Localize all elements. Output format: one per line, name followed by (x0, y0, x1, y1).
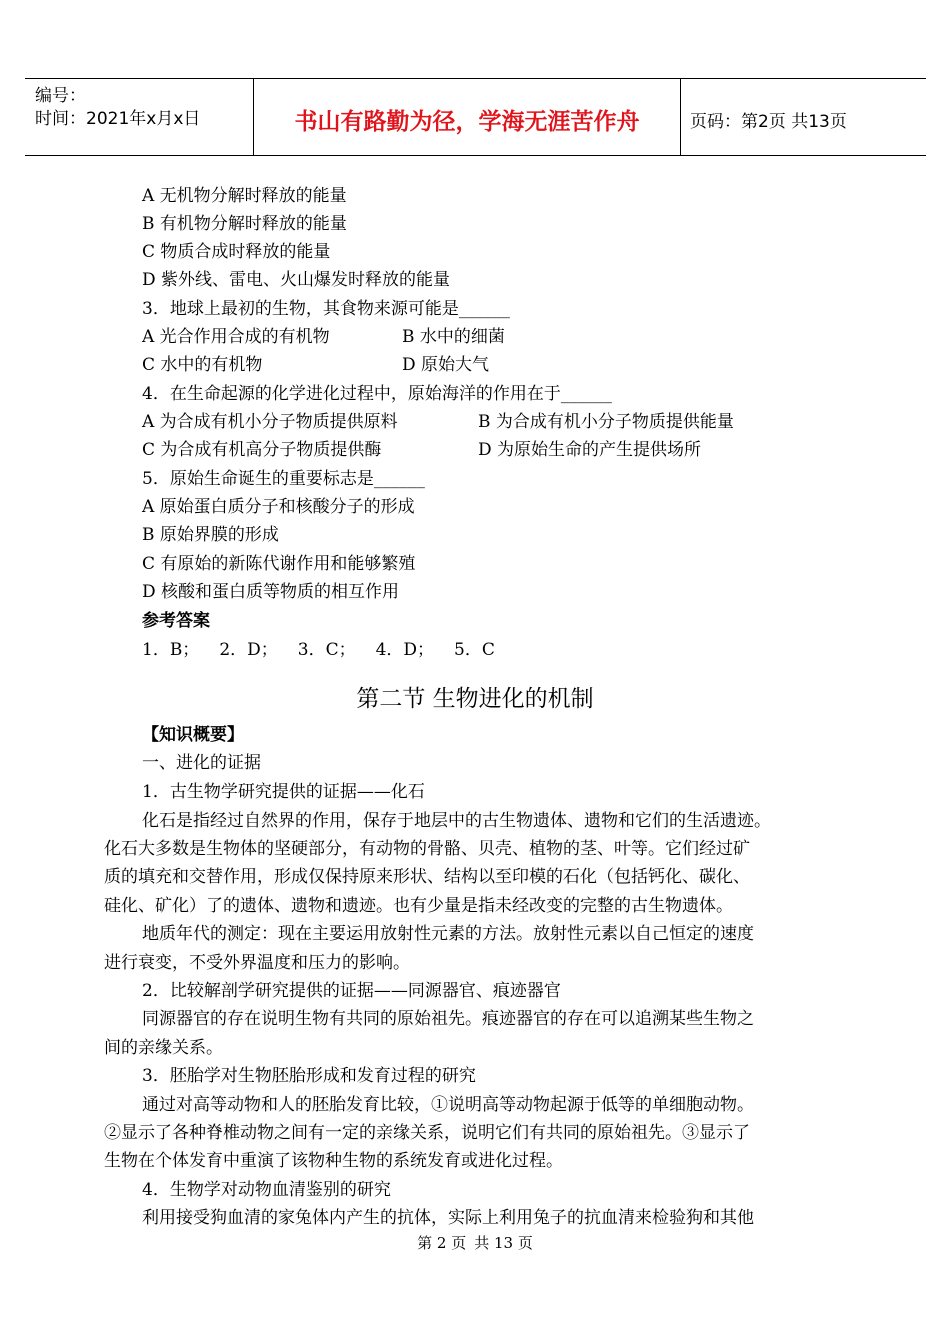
document-header (25, 78, 926, 156)
subheading-embryology: 3．胚胎学对生物胚胎形成和发育过程的研究 (142, 1066, 476, 1086)
motto: 书山有路勤为径，学海无涯苦作舟 (294, 109, 640, 135)
q3-option-c: C 水中的有机物 (142, 355, 263, 375)
paragraph-line: 生物在个体发育中重演了该物种生物的系统发育或进化过程。 (104, 1151, 563, 1171)
q5-option-c: C 有原始的新陈代谢作用和能够繁殖 (142, 554, 416, 574)
paragraph-line: 地质年代的测定：现在主要运用放射性元素的方法。放射性元素以自己恒定的速度 (142, 924, 754, 944)
q2-option-d: D 紫外线、雷电、火山爆发时释放的能量 (142, 270, 451, 290)
knowledge-overview-heading: 【知识概要】 (142, 725, 244, 745)
q5-option-d: D 核酸和蛋白质等物质的相互作用 (142, 582, 400, 602)
paragraph-line: 进行衰变，不受外界温度和压力的影响。 (104, 953, 410, 973)
q2-option-c: C 物质合成时释放的能量 (142, 242, 331, 262)
number-label: 编号： (35, 86, 86, 106)
paragraph-line: 硅化、矿化）了的遗体、遗物和遗迹。也有少量是指未经改变的完整的古生物遗体。 (104, 896, 733, 916)
q4-option-b: B 为合成有机小分子物质提供能量 (478, 412, 734, 432)
subheading-anatomy: 2．比较解剖学研究提供的证据——同源器官、痕迹器官 (142, 981, 561, 1001)
q3-stem: 3．地球上最初的生物，其食物来源可能是______ (142, 299, 510, 319)
subheading-fossil: 1．古生物学研究提供的证据——化石 (142, 782, 425, 802)
q5-stem: 5．原始生命诞生的重要标志是______ (142, 469, 425, 489)
heading-evidence: 一、进化的证据 (142, 753, 261, 773)
answer-item: 1．B； (142, 640, 200, 660)
q4-option-c: C 为合成有机高分子物质提供酶 (142, 440, 382, 460)
q2-option-a: A 无机物分解时释放的能量 (142, 186, 347, 206)
paragraph-line: 同源器官的存在说明生物有共同的原始祖先。痕迹器官的存在可以追溯某些生物之 (142, 1009, 754, 1029)
q4-stem: 4．在生命起源的化学进化过程中，原始海洋的作用在于______ (142, 384, 612, 404)
paragraph-line: 间的亲缘关系。 (104, 1038, 223, 1058)
q4-option-d: D 为原始生命的产生提供场所 (478, 440, 702, 460)
footer-total: 共 13 页 (474, 1234, 533, 1252)
answer-item: 5．C (454, 640, 495, 660)
paragraph-line: ②显示了各种脊椎动物之间有一定的亲缘关系，说明它们有共同的原始祖先。③显示了 (104, 1123, 750, 1143)
q3-option-a: A 光合作用合成的有机物 (142, 327, 330, 347)
q3-option-b: B 水中的细菌 (402, 327, 505, 347)
q5-option-a: A 原始蛋白质分子和核酸分子的形成 (142, 497, 415, 517)
header-left-cell (25, 79, 253, 155)
paragraph-line: 化石大多数是生物体的坚硬部分，有动物的骨骼、贝壳、植物的茎、叶等。它们经过矿 (104, 839, 750, 859)
paragraph-line: 质的填充和交替作用，形成仅保持原来形状、结构以至印模的石化（包括钙化、碳化、 (104, 867, 750, 887)
answers-list (142, 639, 515, 661)
answers-title: 参考答案 (142, 611, 210, 631)
section-title: 第二节 生物进化的机制 (356, 686, 594, 712)
answer-item: 4．D； (375, 640, 435, 660)
header-page-info: 页码：第2页 共13页 (690, 112, 847, 132)
q5-option-b: B 原始界膜的形成 (142, 525, 279, 545)
subheading-serum: 4．生物学对动物血清鉴别的研究 (142, 1180, 391, 1200)
answer-item: 2．D； (219, 640, 278, 660)
page-footer (0, 1232, 950, 1253)
paragraph-line: 化石是指经过自然界的作用，保存于地层中的古生物遗体、遗物和它们的生活遗迹。 (142, 811, 771, 831)
answer-item: 3．C； (297, 640, 356, 660)
time-label: 时间：2021年x月x日 (35, 109, 201, 129)
header-right-cell (680, 79, 926, 155)
paragraph-line: 利用接受狗血清的家兔体内产生的抗体，实际上利用兔子的抗血清来检验狗和其他 (142, 1208, 754, 1228)
footer-page: 第 2 页 (417, 1234, 467, 1252)
header-motto-cell (253, 79, 681, 155)
q3-option-d: D 原始大气 (402, 355, 490, 375)
q2-option-b: B 有机物分解时释放的能量 (142, 214, 347, 234)
paragraph-line: 通过对高等动物和人的胚胎发育比较，①说明高等动物起源于低等的单细胞动物。 (142, 1095, 754, 1115)
q4-option-a: A 为合成有机小分子物质提供原料 (142, 412, 398, 432)
